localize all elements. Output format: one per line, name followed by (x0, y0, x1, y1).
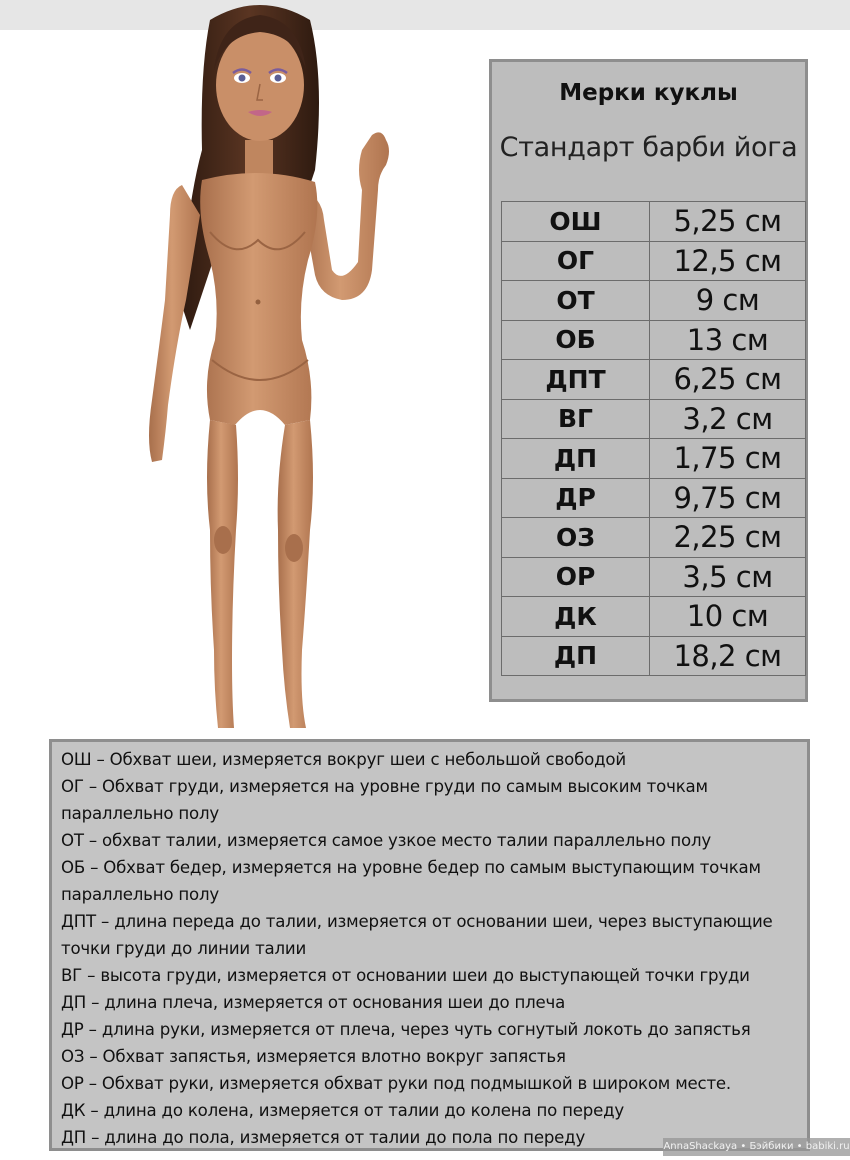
measurement-abbr: ВГ (502, 399, 650, 439)
legend-item: ОБ – Обхват бедер, измеряется на уровне бедер по самым выступающим точкам параллельно полу (61, 858, 761, 904)
measurement-abbr: ОШ (502, 202, 650, 242)
measurement-abbr: ОБ (502, 320, 650, 360)
legend-item: ДП – длина плеча, измеряется от основания шеи до плеча (61, 993, 566, 1012)
measurement-abbr: ДПТ (502, 360, 650, 400)
legend-item: ОР – Обхват руки, измеряется обхват руки под подмышкой в широком месте. (61, 1074, 732, 1093)
measurement-abbr: ОТ (502, 281, 650, 321)
measurement-abbr: ОР (502, 557, 650, 597)
legend-item: ДП – длина до пола, измеряется от талии до пола по переду (61, 1128, 586, 1147)
measurement-row (502, 557, 806, 597)
legend-item: ОТ – обхват талии, измеряется самое узкое место талии параллельно полу (61, 831, 712, 850)
measurement-value: 2,25 см (650, 518, 806, 558)
measurement-row (502, 281, 806, 321)
measurement-value: 3,2 см (650, 399, 806, 439)
measurement-abbr: ДП (502, 439, 650, 479)
measurement-abbr: ДП (502, 636, 650, 676)
measurement-row (502, 202, 806, 242)
measurement-row (502, 636, 806, 676)
measurement-value: 5,25 см (650, 202, 806, 242)
measurement-value: 18,2 см (650, 636, 806, 676)
measurement-value: 9 см (650, 281, 806, 321)
legend-panel (49, 739, 810, 1151)
legend-item: ОЗ – Обхват запястья, измеряется влотно вокруг запястья (61, 1047, 566, 1066)
measurement-row (502, 320, 806, 360)
legend-item: ОШ – Обхват шеи, измеряется вокруг шеи с небольшой свободой (61, 750, 626, 769)
doll-left-leg (207, 420, 238, 728)
measurement-row (502, 518, 806, 558)
legend-item: ВГ – высота груди, измеряется от основании шеи до выступающей точки груди (61, 966, 750, 985)
legend-item: ДПТ – длина переда до талии, измеряется от основании шеи, через выступающие точки груди до линии талии (61, 912, 773, 958)
measurement-value: 12,5 см (650, 241, 806, 281)
measurement-value: 3,5 см (650, 557, 806, 597)
doll-right-leg (278, 420, 313, 728)
measurement-value: 9,75 см (650, 478, 806, 518)
measurement-row (502, 241, 806, 281)
panel-subtitle: Стандарт барби йога (499, 132, 798, 163)
measurement-abbr: ДР (502, 478, 650, 518)
measurement-value: 6,25 см (650, 360, 806, 400)
measurements-table (501, 201, 806, 676)
panel-title: Мерки куклы (559, 80, 738, 106)
measurement-abbr: ОГ (502, 241, 650, 281)
measurements-panel (489, 59, 808, 702)
measurement-abbr: ДК (502, 597, 650, 637)
measurement-row (502, 360, 806, 400)
measurement-abbr: ОЗ (502, 518, 650, 558)
doll-torso (200, 173, 317, 425)
measurement-row (502, 439, 806, 479)
measurement-row (502, 597, 806, 637)
legend-item: ДК – длина до колена, измеряется от талии до колена по переду (61, 1101, 625, 1120)
measurement-value: 10 см (650, 597, 806, 637)
measurement-row (502, 478, 806, 518)
doll-left-arm (149, 185, 200, 462)
legend-item: ДР – длина руки, измеряется от плеча, через чуть согнутый локоть до запястья (61, 1020, 751, 1039)
doll-image (110, 0, 440, 735)
watermark: AnnaShackaya • Бэйбики • babiki.ru (663, 1138, 850, 1156)
legend-item: ОГ – Обхват груди, измеряется на уровне груди по самым высоким точкам параллельно полу (61, 777, 708, 823)
measurement-row (502, 399, 806, 439)
measurement-value: 13 см (650, 320, 806, 360)
measurement-value: 1,75 см (650, 439, 806, 479)
